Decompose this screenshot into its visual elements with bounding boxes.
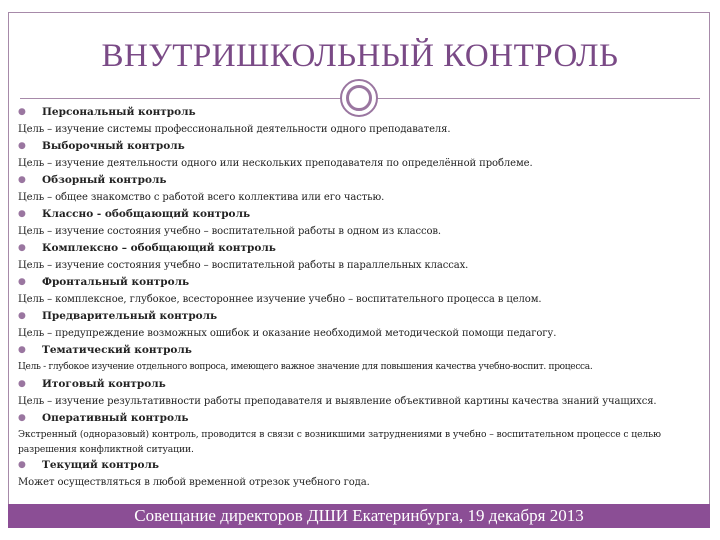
- item-heading: Оперативный контроль: [42, 412, 189, 424]
- list-item: [18, 138, 708, 172]
- item-heading: Текущий контроль: [42, 459, 160, 471]
- list-item: [18, 308, 708, 342]
- list-item: [18, 376, 708, 410]
- item-heading: Итоговый контроль: [42, 378, 166, 390]
- item-heading: Тематический контроль: [42, 344, 192, 356]
- list-item: [18, 342, 708, 376]
- item-description: Цель – комплексное, глубокое, всестороннее изучение учебно – воспитательного процесса в целом.: [18, 294, 542, 305]
- item-description: Цель - глубокое изучение отдельного вопроса, имеющего важное значение для повышения качества учебно-воспит. процесса.: [18, 362, 593, 372]
- item-description: Экстренный (одноразовый) контроль, проводится в связи с возникшими затруднениями в учебно – воспитательном процессе с целью разрешения конфликтной ситуации.: [18, 429, 661, 455]
- list-item: [18, 104, 708, 138]
- list-item: [18, 457, 708, 491]
- item-heading: Персональный контроль: [42, 106, 196, 118]
- list-item: [18, 274, 708, 308]
- bullet-icon: ●: [18, 345, 26, 355]
- list-item: [18, 206, 708, 240]
- bullet-icon: ●: [18, 175, 26, 185]
- bullet-icon: ●: [18, 209, 26, 219]
- list-item: [18, 172, 708, 206]
- bullet-icon: ●: [18, 311, 26, 321]
- bullet-icon: ●: [18, 379, 26, 389]
- item-heading: Выборочный контроль: [42, 140, 185, 152]
- item-description: Цель – изучение результативности работы преподавателя и выявление объективной картины качества знаний учащихся.: [18, 396, 657, 407]
- list-item: [18, 410, 708, 457]
- bullet-icon: ●: [18, 413, 26, 423]
- item-description: Цель – изучение деятельности одного или нескольких преподавателя по определённой проблеме.: [18, 158, 533, 169]
- item-heading: Обзорный контроль: [42, 174, 167, 186]
- item-description: Цель – изучение состояния учебно – воспитательной работы в одном из классов.: [18, 226, 441, 237]
- slide-title: ВНУТРИШКОЛЬНЫЙ КОНТРОЛЬ: [101, 38, 619, 74]
- item-description: Цель – изучение состояния учебно – воспитательной работы в параллельных классах.: [18, 260, 469, 271]
- bullet-icon: ●: [18, 141, 26, 151]
- bullet-icon: ●: [18, 460, 26, 470]
- control-types-list: [18, 104, 708, 491]
- item-heading: Классно - обобщающий контроль: [42, 208, 251, 220]
- item-description: Цель – изучение системы профессиональной деятельности одного преподавателя.: [18, 124, 451, 135]
- item-description: Может осуществляться в любой временной отрезок учебного года.: [18, 477, 370, 488]
- list-item: [18, 240, 708, 274]
- bullet-icon: ●: [18, 107, 26, 117]
- item-description: Цель – предупреждение возможных ошибок и оказание необходимой методической помощи педагогу.: [18, 328, 557, 339]
- footer-banner: Совещание директоров ДШИ Екатеринбурга, 19 декабря 2013: [8, 504, 710, 528]
- item-description: Цель – общее знакомство с работой всего коллектива или его частью.: [18, 192, 385, 203]
- item-heading: Фронтальный контроль: [42, 276, 190, 288]
- bullet-icon: ●: [18, 277, 26, 287]
- bullet-icon: ●: [18, 243, 26, 253]
- item-heading: Комплексно – обобщающий контроль: [42, 242, 276, 254]
- item-heading: Предварительный контроль: [42, 310, 218, 322]
